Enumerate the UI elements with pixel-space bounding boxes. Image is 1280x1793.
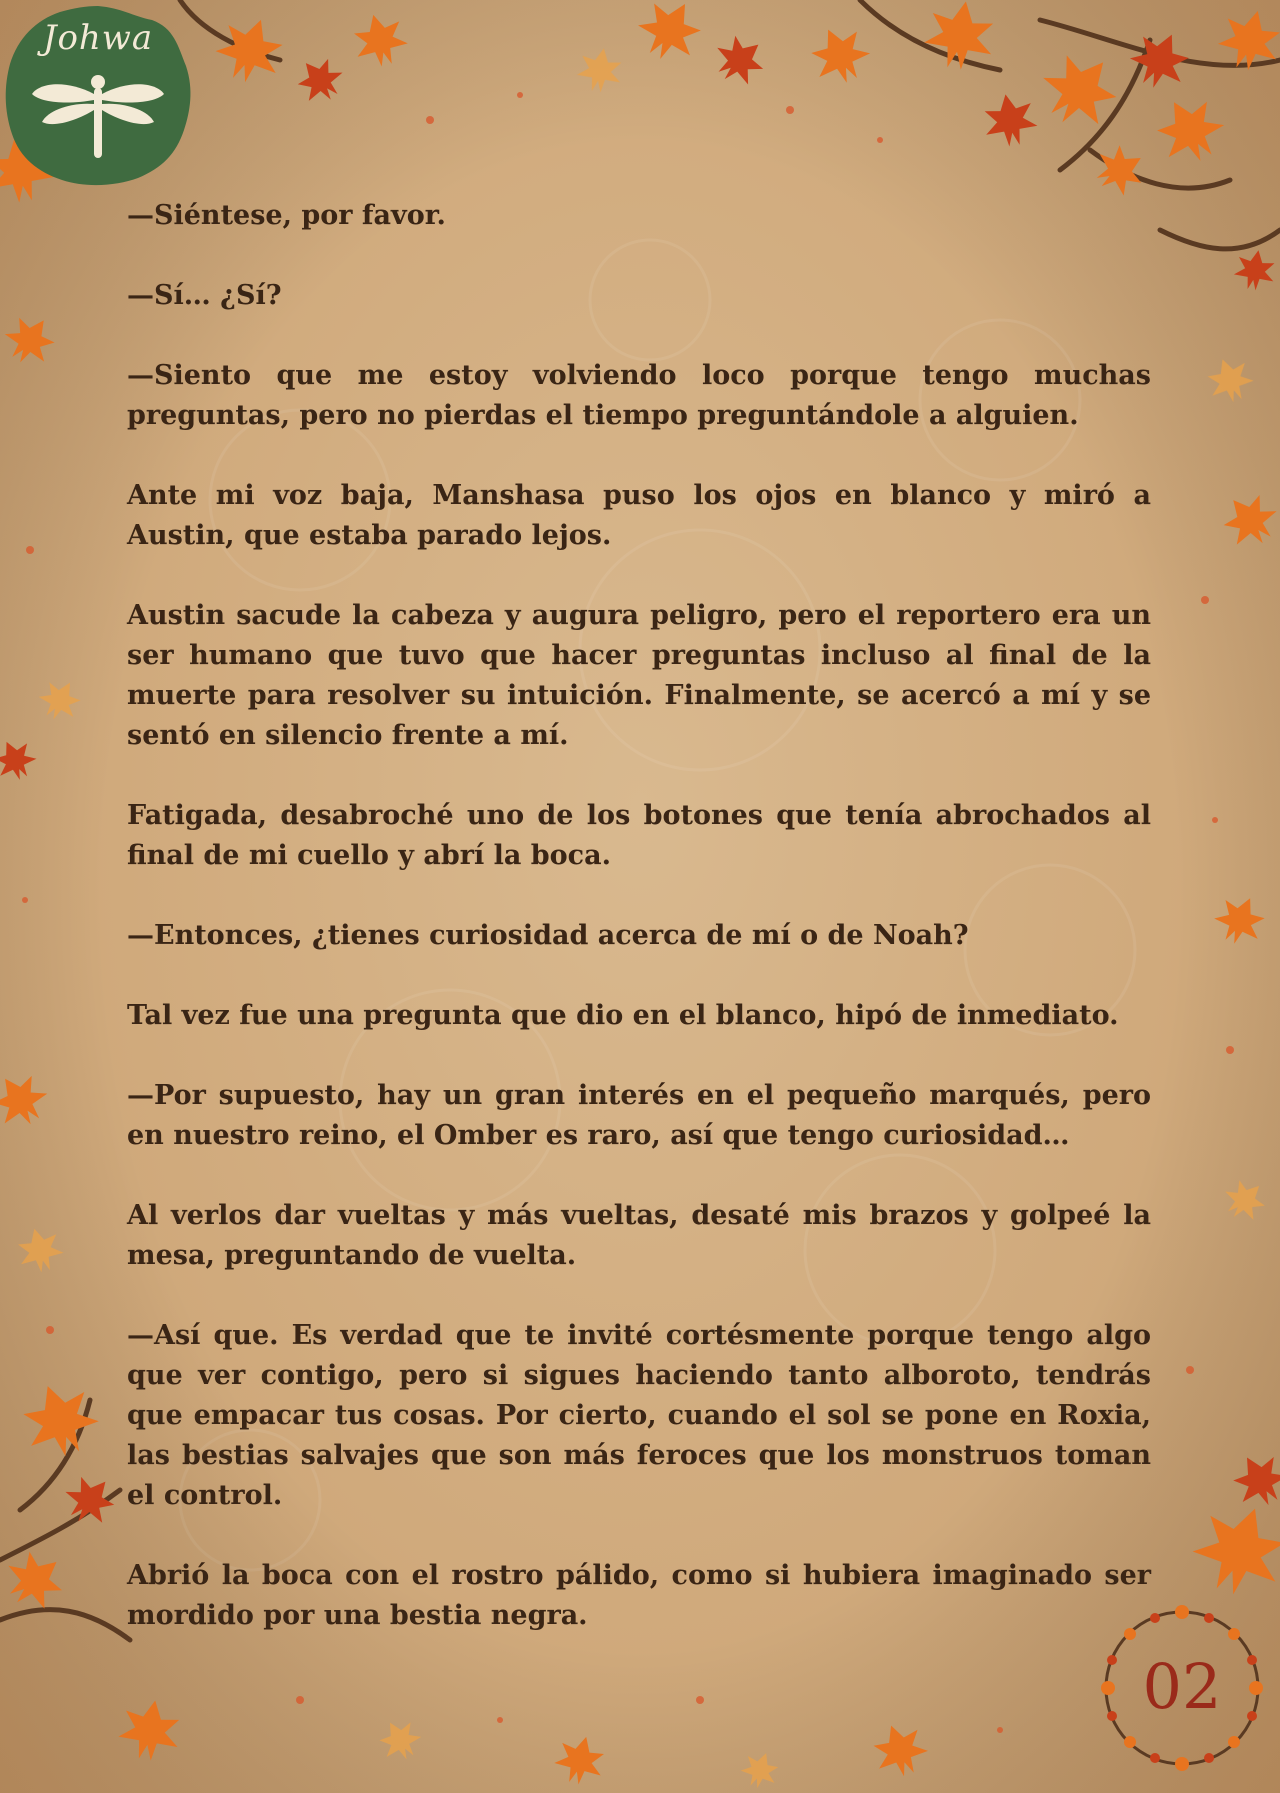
paragraph: —Entonces, ¿tienes curiosidad acerca de mí o de Noah? — [127, 920, 969, 951]
paragraph: Tal vez fue una pregunta que dio en el blanco, hipó de inmediato. — [127, 1000, 1119, 1031]
badge-title: Johwa — [42, 18, 154, 58]
publisher-badge — [2, 2, 194, 188]
paragraph: Ante mi voz baja, Manshasa puso los ojos en blanco y miró a Austin, que estaba parado lejos. — [127, 480, 1151, 551]
paragraph: —Sí… ¿Sí? — [127, 280, 282, 311]
paragraph: Fatigada, desabroché uno de los botones que tenía abrochados al final de mi cuello y abrí la boca. — [127, 800, 1151, 871]
paragraph: —Siéntese, por favor. — [127, 200, 446, 231]
page-number: 02 — [1142, 1650, 1222, 1723]
paragraph: Al verlos dar vueltas y más vueltas, desaté mis brazos y golpeé la mesa, preguntando de vuelta. — [127, 1200, 1151, 1271]
dragonfly-icon — [28, 72, 168, 162]
paragraph: —Siento que me estoy volviendo loco porque tengo muchas preguntas, pero no pierdas el tiempo preguntándole a alguien. — [127, 360, 1151, 431]
paragraph: —Por supuesto, hay un gran interés en el pequeño marqués, pero en nuestro reino, el Omber es raro, así que tengo curiosidad… — [127, 1080, 1151, 1151]
page-number-wreath — [1084, 1590, 1280, 1786]
paragraph: Abrió la boca con el rostro pálido, como si hubiera imaginado ser mordido por una bestia negra. — [127, 1560, 1151, 1631]
paragraph: —Así que. Es verdad que te invité cortésmente porque tengo algo que ver contigo, pero si sigues haciendo tanto alboroto, tendrás que empacar tus cosas. Por cierto, cuando el sol se pone en Roxia, las bestias salvajes que son más feroces que los monstruos toman el control. — [127, 1320, 1151, 1511]
story-text — [127, 196, 1151, 1676]
paragraph: Austin sacude la cabeza y augura peligro, pero el reportero era un ser humano que tuvo que hacer preguntas incluso al final de la muerte para resolver su intuición. Finalmente, se acercó a mí y se sentó en silencio frente a mí. — [127, 600, 1151, 751]
